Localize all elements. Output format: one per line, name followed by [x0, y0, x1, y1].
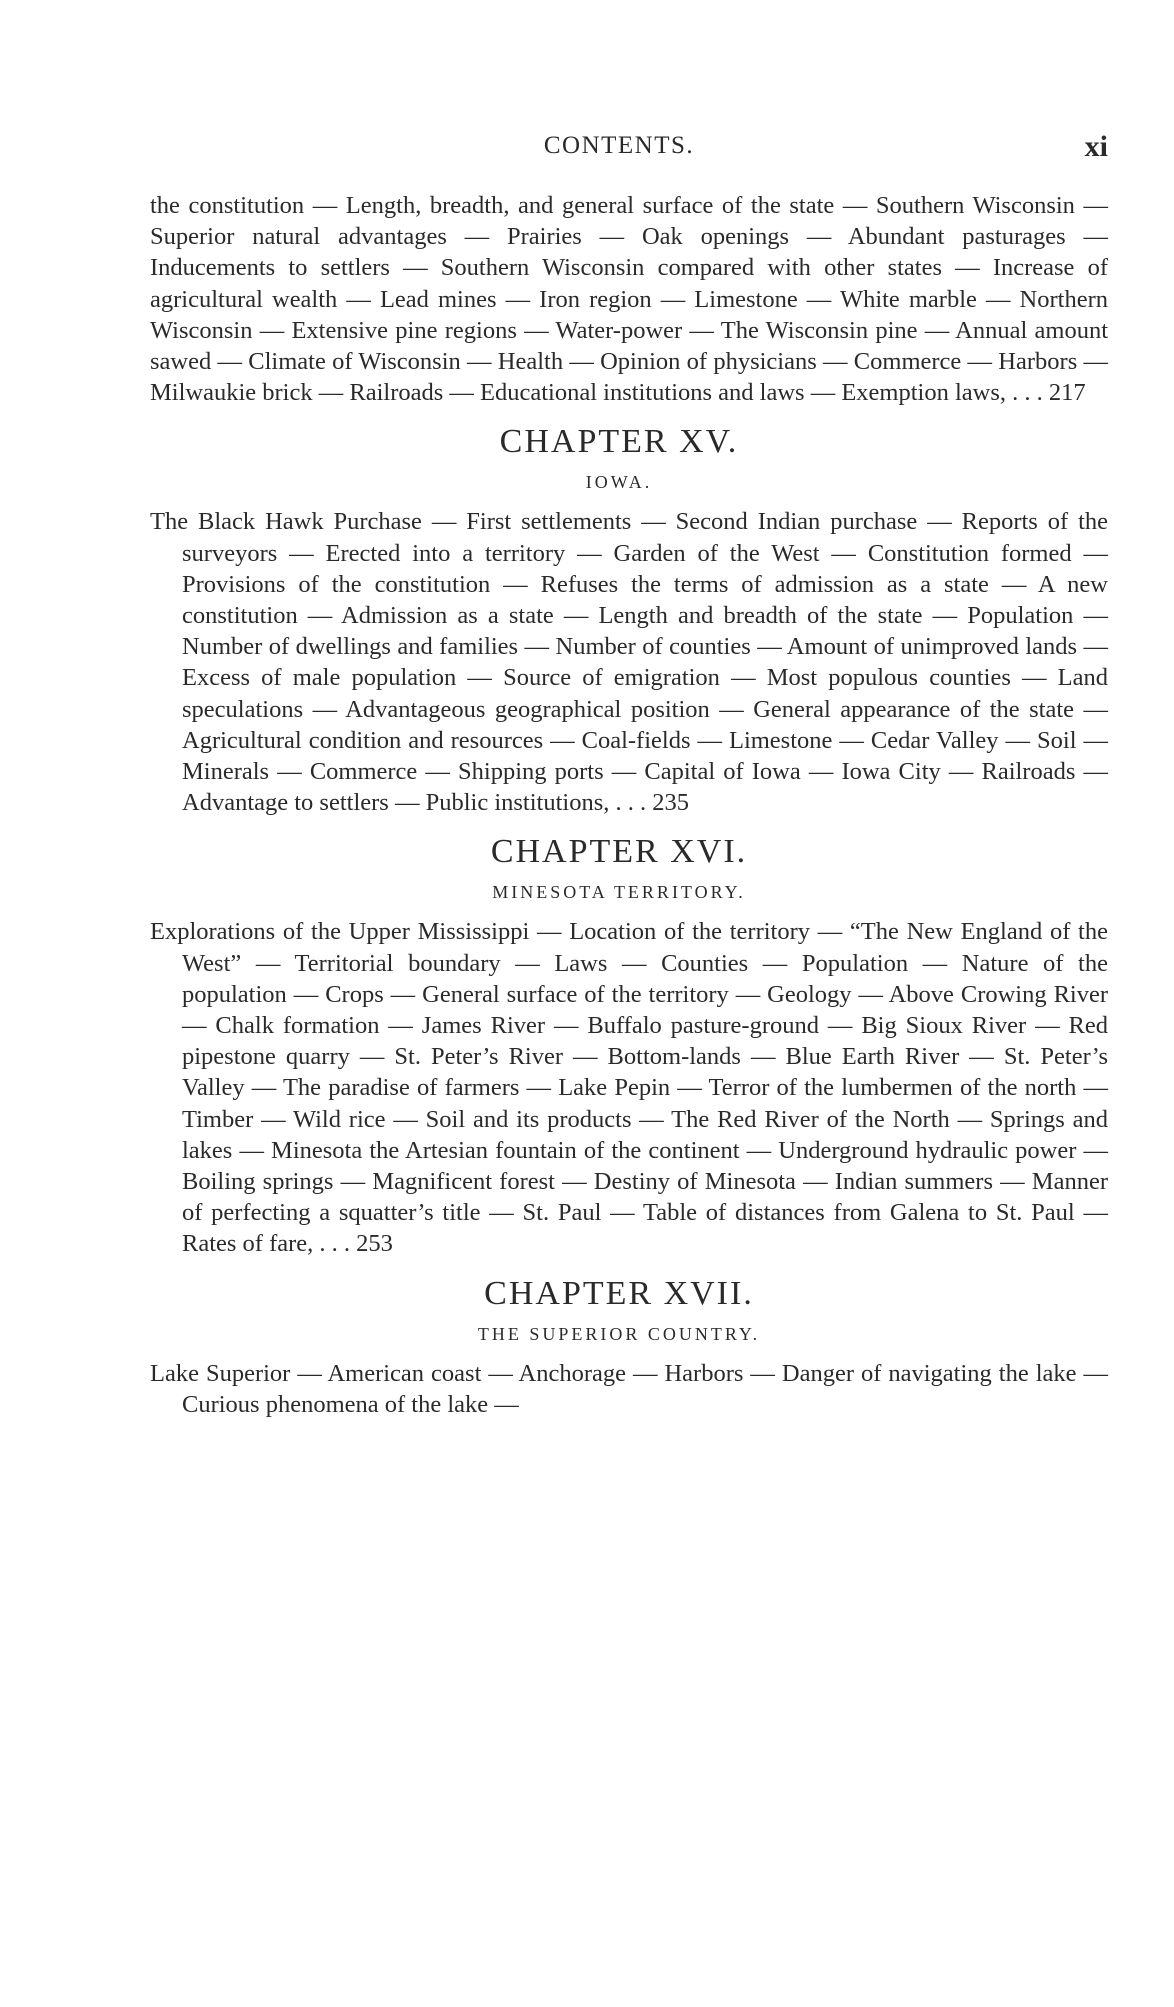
- chapter-subtitle-superior: THE SUPERIOR COUNTRY.: [477, 1323, 761, 1344]
- chapter-heading-xvi: CHAPTER XVI.: [490, 833, 748, 871]
- summary-text: Explorations of the Upper Mississippi — Location of the territory — “The New England of the West” — Territorial boundary — Laws — Counties — Population — Nature of the population — Crops — General surface of the territory — Geology — Above Crowing River — Chalk formation — James River — Buffalo pasture-ground — Big Sioux River — Red pipestone quarry — St. Peter’s River — Bottom-lands — Blue Earth River — St. Peter’s Valley — The paradise of farmers — Lake Pepin — Terror of the lumbermen of the north — Timber — Wild rice — Soil and its products — The Red River of the North — Springs and lakes — Minesota the Artesian fountain of the continent — Underground hydraulic power — Boiling springs — Magnificent forest — Destiny of Minesota — Indian summers — Manner of perfecting a squatter’s title — St. Paul — Table of distances from Galena to St. Paul — Rates of fare,: [150, 918, 1108, 1258]
- chapter-xv-summary: [118, 506, 1120, 818]
- summary-text: Lake Superior — American coast — Anchorage — Harbors — Danger of navigating the lake — Curious phenomena of the lake —: [150, 1359, 1108, 1418]
- page-reference: . . . 235: [615, 789, 689, 817]
- chapter-xvi-summary: [118, 916, 1120, 1259]
- chapter-subtitle-minesota: MINESOTA TERRITORY.: [492, 882, 746, 903]
- page-reference: . . . 217: [1012, 379, 1086, 407]
- chapter-xiv-summary-continuation: [118, 190, 1120, 408]
- chapter-heading-xv: CHAPTER XV.: [499, 423, 739, 461]
- summary-text: the constitution — Length, breadth, and general surface of the state — Southern Wisconsin — Superior natural advantages — Prairies — Oak openings — Abundant pasturages — Inducements to settlers — Southern Wisconsin compared with other states — Increase of agricultural wealth — Lead mines — Iron region — Limestone — White marble — Northern Wisconsin — Extensive pine regions — Water-power — The Wisconsin pine — Annual amount sawed — Climate of Wisconsin — Health — Opinion of physicians — Commerce — Harbors — Milwaukie brick — Railroads — Educational institutions and laws — Exemption laws,: [150, 192, 1108, 407]
- page-number: xi: [1084, 130, 1108, 163]
- summary-text: The Black Hawk Purchase — First settlements — Second Indian purchase — Reports of the surveyors — Erected into a territory — Garden of the West — Constitution formed — Provisions of the constitution — Refuses the terms of admission as a state — A new constitution — Admission as a state — Length and breadth of the state — Population — Number of dwellings and families — Number of counties — Amount of unimproved lands — Excess of male population — Source of emigration — Most populous counties — Land speculations — Advantageous geographical position — General appearance of the state — Agricultural condition and resources — Coal-fields — Limestone — Cedar Valley — Soil — Minerals — Commerce — Shipping ports — Capital of Iowa — Iowa City — Railroads — Advantage to settlers — Public institutions,: [150, 508, 1108, 817]
- page-reference: . . . 253: [319, 1230, 393, 1258]
- running-title: CONTENTS.: [543, 132, 695, 159]
- running-header: [118, 118, 1120, 168]
- chapter-subtitle-iowa: IOWA.: [585, 472, 653, 493]
- chapter-heading-xvii: CHAPTER XVII.: [484, 1274, 754, 1312]
- chapter-xvii-summary: [118, 1358, 1120, 1420]
- contents-page: [118, 118, 1120, 1420]
